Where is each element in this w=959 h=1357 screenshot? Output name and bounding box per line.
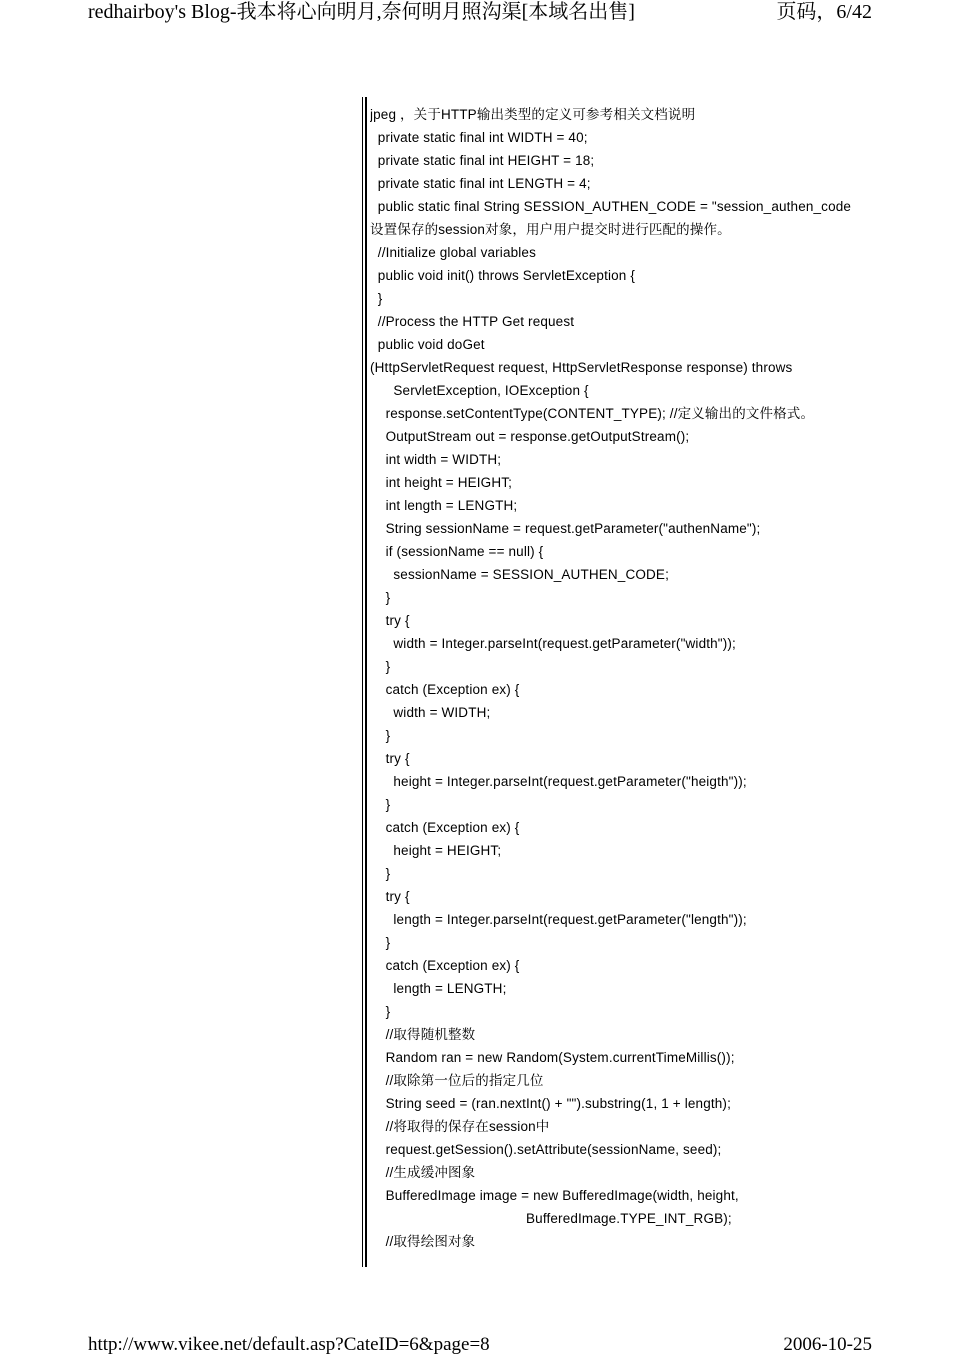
code-line: private static final int WIDTH = 40; [370, 130, 588, 145]
code-line: catch (Exception ex) { [370, 958, 520, 973]
code-line: width = Integer.parseInt(request.getParameter("width")); [370, 636, 736, 651]
code-line: //取得绘图对象 [370, 1234, 476, 1249]
code-line: length = LENGTH; [370, 981, 507, 996]
code-line: } [370, 866, 391, 881]
code-line: jpeg ，关于HTTP输出类型的定义可参考相关文档说明 [370, 107, 696, 122]
code-line: //将取得的保存在session中 [370, 1119, 550, 1134]
code-line: try { [370, 751, 410, 766]
code-block [370, 103, 858, 1253]
print-date: 2006-10-25 [783, 1334, 872, 1355]
code-line: private static final int LENGTH = 4; [370, 176, 591, 191]
code-line: } [370, 659, 391, 674]
code-line: //生成缓冲图象 [370, 1165, 476, 1180]
code-line: } [370, 728, 391, 743]
code-line: height = HEIGHT; [370, 843, 502, 858]
content-left-rule-inner [365, 97, 367, 1267]
code-line: //Process the HTTP Get request [370, 314, 575, 329]
code-line: try { [370, 613, 410, 628]
content-left-rule-outer [362, 97, 363, 1267]
code-line: (HttpServletRequest request, HttpServletResponse response) throws [370, 360, 793, 375]
code-line: request.getSession().setAttribute(sessionName, seed); [370, 1142, 722, 1157]
code-line: private static final int HEIGHT = 18; [370, 153, 595, 168]
code-line: int length = LENGTH; [370, 498, 518, 513]
code-line: ServletException, IOException { [370, 383, 589, 398]
source-url: http://www.vikee.net/default.asp?CateID=6&page=8 [88, 1334, 490, 1355]
code-line: Random ran = new Random(System.currentTimeMillis()); [370, 1050, 735, 1065]
code-line: BufferedImage.TYPE_INT_RGB); [370, 1211, 732, 1226]
code-line: //取除第一位后的指定几位 [370, 1073, 544, 1088]
code-line: catch (Exception ex) { [370, 820, 520, 835]
code-line: //Initialize global variables [370, 245, 536, 260]
code-line: length = Integer.parseInt(request.getParameter("length")); [370, 912, 747, 927]
code-line: catch (Exception ex) { [370, 682, 520, 697]
code-line: int width = WIDTH; [370, 452, 502, 467]
code-line: public void init() throws ServletException { [370, 268, 636, 283]
code-line: } [370, 1004, 391, 1019]
code-line: } [370, 291, 383, 306]
code-line: try { [370, 889, 410, 904]
code-line: public static final String SESSION_AUTHEN_CODE = "session_authen_code [370, 199, 852, 214]
code-line: //取得随机整数 [370, 1027, 476, 1042]
code-line: } [370, 797, 391, 812]
code-line: height = Integer.parseInt(request.getParameter("heigth")); [370, 774, 747, 789]
page-number: 页码，6/42 [776, 1, 872, 23]
code-line: } [370, 590, 391, 605]
code-line: String seed = (ran.nextInt() + "").substring(1, 1 + length); [370, 1096, 731, 1111]
code-line: public void doGet [370, 337, 485, 352]
code-line: } [370, 935, 391, 950]
code-line: sessionName = SESSION_AUTHEN_CODE; [370, 567, 669, 582]
code-line: String sessionName = request.getParameter("authenName"); [370, 521, 761, 536]
code-line: width = WIDTH; [370, 705, 491, 720]
code-line: OutputStream out = response.getOutputStream(); [370, 429, 690, 444]
code-line: 设置保存的session对象，用户用户提交时进行匹配的操作。 [370, 222, 731, 237]
code-line: BufferedImage image = new BufferedImage(width, height, [370, 1188, 739, 1203]
document-header-title: redhairboy's Blog-我本将心向明月,奈何明月照沟渠[本域名出售] [88, 1, 635, 23]
code-line: if (sessionName == null) { [370, 544, 544, 559]
code-line: int height = HEIGHT; [370, 475, 513, 490]
code-line: response.setContentType(CONTENT_TYPE); //定义输出的文件格式。 [370, 406, 815, 421]
